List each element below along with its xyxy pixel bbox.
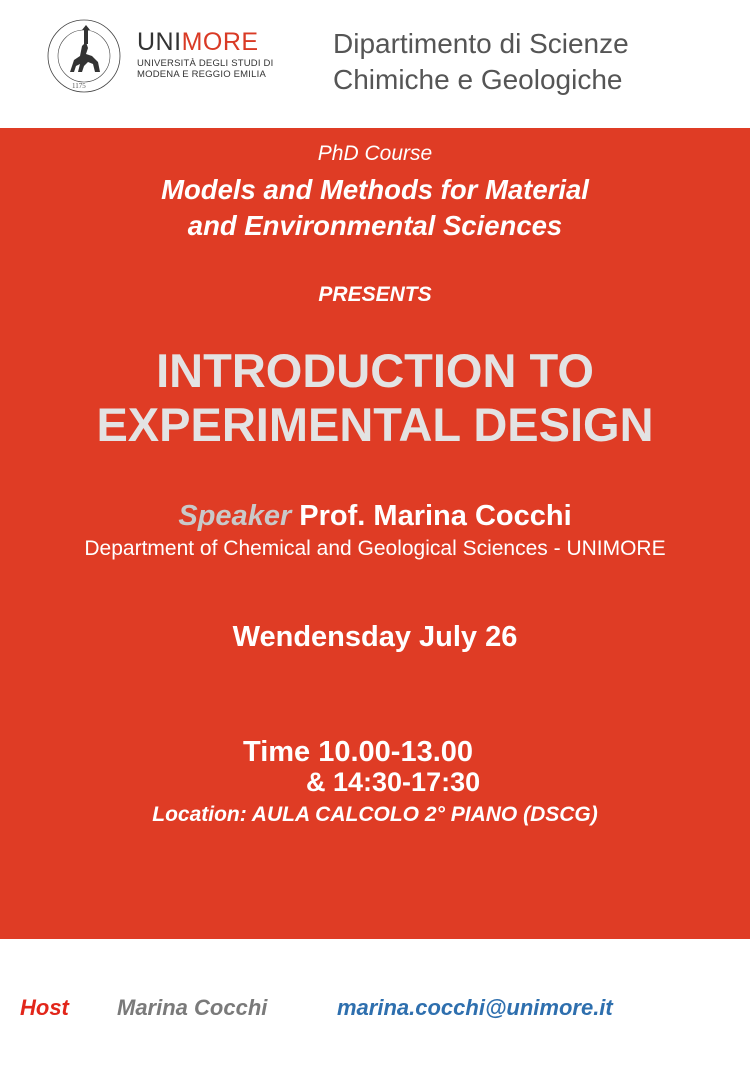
department-line2: Chimiche e Geologiche [333,64,623,95]
event-time-line2: & 14:30-17:30 [306,767,481,797]
event-title-line1: INTRODUCTION TO [156,344,594,397]
speaker-name: Prof. Marina Cocchi [299,500,572,532]
course-title-line1: Models and Methods for Material [161,174,589,205]
university-subtitle [137,58,273,80]
header [0,0,750,128]
event-title [0,344,750,452]
speaker-line [0,500,750,533]
host-name: Marina Cocchi [117,995,268,1020]
department-line1: Dipartimento di Scienze [333,28,629,59]
university-name-suffix: MORE [181,28,259,56]
host-email-link[interactable]: marina.cocchi@unimore.it [337,995,613,1020]
university-subtitle-line2: MODENA E REGGIO EMILIA [137,69,266,80]
speaker-label: Speaker [178,500,292,532]
course-title [0,172,750,244]
seal-year: 1175 [72,82,86,90]
university-name [137,28,259,57]
phd-course-label: PhD Course [317,142,433,165]
course-title-line2: and Environmental Sciences [187,210,563,241]
host-label: Host [20,995,69,1020]
event-title-line2: EXPERIMENTAL DESIGN [96,398,654,451]
university-subtitle-line1: UNIVERSITÀ DEGLI STUDI DI [137,58,274,69]
speaker-affiliation: Department of Chemical and Geological Sciences - UNIMORE [84,537,666,560]
department-name [333,26,629,98]
event-time-line1: Time 10.00-13.00 [243,736,474,768]
presents-label: PRESENTS [318,283,432,306]
event-date: Wendensday July 26 [232,621,518,653]
university-name-prefix: UNI [137,28,182,56]
event-location: Location: AULA CALCOLO 2° PIANO (DSCG) [152,803,598,826]
